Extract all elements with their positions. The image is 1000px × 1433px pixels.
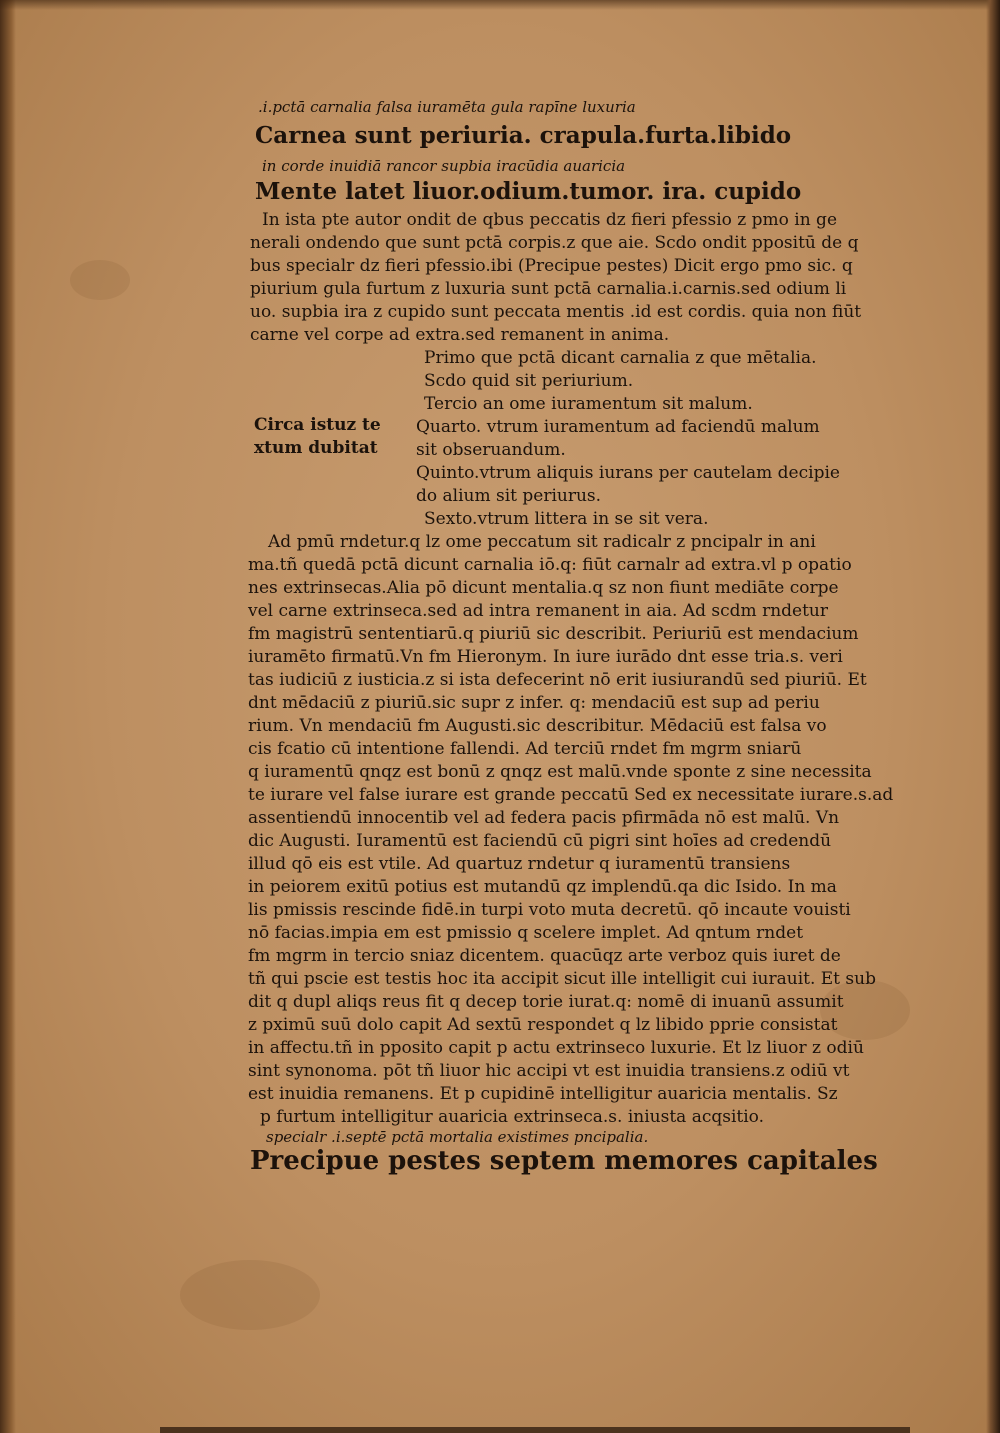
response-line: q iuramentū qnqz est bonū z qnqz est malū.vnde sponte z sine necessita — [248, 762, 872, 782]
question-item: sit obseruandum. — [416, 440, 566, 460]
response-line: te iurare vel false iurare est grande peccatū Sed ex necessitate iurare.s.ad — [248, 785, 894, 805]
response-line: fm magistrū sententiarū.q piuriū sic describit. Periuriū est mendacium — [248, 624, 859, 644]
response-line: illud qō eis est vtile. Ad quartuz rndetur q iuramentū transiens — [248, 854, 791, 874]
verse-line-2: Mente latet liuor.odium.tumor. ira. cupido — [255, 178, 802, 205]
closing-verse: Precipue pestes septem memores capitales — [250, 1146, 878, 1176]
commentary-line: piurium gula furtum z luxuria sunt pctā carnalia.i.carnis.sed odium li — [250, 279, 847, 299]
response-line: rium. Vn mendaciū fm Augusti.sic describitur. Mēdaciū est falsa vo — [248, 716, 827, 736]
response-line: dnt mēdaciū z piuriū.sic supr z infer. q: mendaciū est sup ad periu — [248, 693, 820, 713]
response-line: nō facias.impia em est pmissio q scelere implet. Ad qntum rndet — [248, 923, 804, 943]
commentary-line: In ista pte autor ondit de qbus peccatis dz fieri pfessio z pmo in ge — [262, 210, 838, 230]
response-line: in peiorem exitū potius est mutandū qz implendū.qa dic Isido. In ma — [248, 877, 837, 897]
response-line: assentiendū innocentib vel ad federa pacis pfirmāda nō est malū. Vn — [248, 808, 840, 828]
response-line: tñ qui pscie est testis hoc ita accipit sicut ille intelligit cui iurauit. Et sub — [248, 969, 876, 989]
question-item: Primo que pctā dicant carnalia z que mētalia. — [424, 348, 817, 368]
page-bottom-edge — [160, 1427, 910, 1433]
response-line: sint synonoma. pōt tñ liuor hic accipi vt est inuidia transiens.z odiū vt — [248, 1061, 850, 1081]
paper-stain — [70, 260, 130, 300]
top-page-shadow — [0, 0, 1000, 10]
question-item: Scdo quid sit periurium. — [424, 371, 634, 391]
verse-gloss-1: .i.pctā carnalia falsa iuramēta gula rapīne luxuria — [258, 98, 636, 116]
question-item: Tercio an ome iuramentum sit malum. — [424, 394, 753, 414]
response-line: nes extrinsecas.Alia pō dicunt mentalia.q sz non fiunt mediāte corpe — [248, 578, 839, 598]
question-item: Quinto.vtrum aliquis iurans per cautelam decipie — [416, 463, 840, 483]
response-line: in affectu.tñ in pposito capit p actu extrinseco luxurie. Et lz liuor z odiū — [248, 1038, 864, 1058]
commentary-line: uo. supbia ira z cupido sunt peccata mentis .id est cordis. quia non fiūt — [250, 302, 862, 322]
question-item: do alium sit periurus. — [416, 486, 602, 506]
question-item: Sexto.vtrum littera in se sit vera. — [424, 509, 709, 529]
commentary-line: carne vel corpe ad extra.sed remanent in anima. — [250, 325, 670, 345]
paper-stain — [180, 1260, 320, 1330]
response-line: ma.tñ quedā pctā dicunt carnalia iō.q: fiūt carnalr ad extra.vl p opatio — [248, 555, 852, 575]
verse-gloss-2: in corde inuidiā rancor supbia iracūdia auaricia — [262, 157, 626, 175]
response-line: tas iudiciū z iusticia.z si ista defecerint nō erit iusiurandū sed piuriū. Et — [248, 670, 867, 690]
side-label-1: Circa istuz te — [254, 415, 381, 435]
question-item: Quarto. vtrum iuramentum ad faciendū malum — [416, 417, 820, 437]
response-line: Ad pmū rndetur.q lz ome peccatum sit radicalr z pncipalr in ani — [268, 532, 816, 552]
response-line: lis pmissis rescinde fidē.in turpi voto muta decretū. qō incaute vouisti — [248, 900, 851, 920]
response-line: dic Augusti. Iuramentū est faciendū cū pigri sint hoīes ad credendū — [248, 831, 832, 851]
response-line: fm mgrm in tercio sniaz dicentem. quacūqz arte verboz quis iuret de — [248, 946, 841, 966]
response-line: cis fcatio cū intentione fallendi. Ad terciū rndet fm mgrm sniarū — [248, 739, 802, 759]
response-line: vel carne extrinseca.sed ad intra remanent in aia. Ad scdm rndetur — [248, 601, 828, 621]
side-label-2: xtum dubitat — [254, 438, 378, 458]
commentary-line: bus specialr dz fieri pfessio.ibi (Precipue pestes) Dicit ergo pmo sic. q — [250, 256, 853, 276]
response-line: p furtum intelligitur auaricia extrinseca.s. iniusta acqsitio. — [260, 1107, 764, 1127]
response-line: dit q dupl aliqs reus fit q decep torie iurat.q: nomē di inuanū assumit — [248, 992, 844, 1012]
verse-line-1: Carnea sunt periuria. crapula.furta.libido — [255, 122, 792, 149]
commentary-line: nerali ondendo que sunt pctā corpis.z que aie. Scdo ondit ppositū de q — [250, 233, 859, 253]
closing-gloss: specialr .i.septē pctā mortalia existimes pncipalia. — [266, 1128, 649, 1146]
response-line: iuramēto firmatū.Vn fm Hieronym. In iure iurādo dnt esse tria.s. veri — [248, 647, 843, 667]
response-line: est inuidia remanens. Et p cupidinē intelligitur auaricia mentalis. Sz — [248, 1084, 838, 1104]
response-line: z pximū suū dolo capit Ad sextū respondet q lz libido pprie consistat — [248, 1015, 838, 1035]
